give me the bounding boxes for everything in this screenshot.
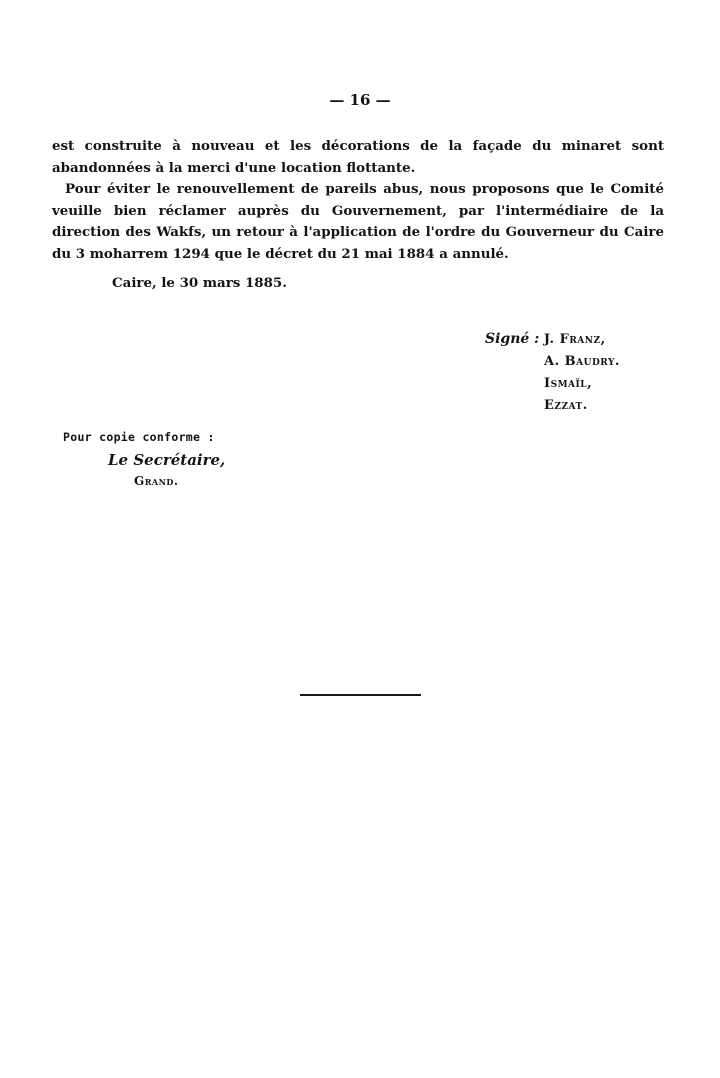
place-date: Caire, le 30 mars 1885.: [112, 275, 287, 291]
end-rule: [300, 694, 421, 696]
signatory-name: A. Baudry.: [544, 354, 620, 369]
signature-line-1: [485, 328, 620, 351]
signatory-name: Ismaïl,: [544, 376, 593, 391]
secretary-title: Le Secrétaire,: [108, 451, 226, 469]
paragraph-2: Pour éviter le renouvellement de pareils abus, nous proposons que le Comité veuille bien réclamer auprès du Gouvernement, par l'intermédiaire de la direction des Wakfs, un retour à l'application de l'ordre du Gouverneur du Caire du 3 moharrem 1294 que le décret du 21 mai 1884 a annulé.: [52, 181, 664, 262]
signature-line-3: [485, 373, 620, 395]
signature-line-2: [485, 351, 620, 373]
copy-conform-label: Pour copie conforme :: [63, 430, 215, 444]
signatory-name: J. Franz,: [543, 332, 606, 347]
signed-label: Signé :: [485, 331, 540, 347]
signature-block: [485, 328, 620, 417]
signatory-name: Ezzat.: [544, 398, 588, 413]
page-number: — 16 —: [329, 91, 391, 109]
body-text: [52, 136, 664, 266]
secretary-name: Grand.: [134, 474, 179, 488]
signature-line-4: [485, 395, 620, 417]
paragraph-1: est construite à nouveau et les décorations de la façade du minaret sont abandonnées à la merci d'une location flottante.: [52, 138, 664, 176]
